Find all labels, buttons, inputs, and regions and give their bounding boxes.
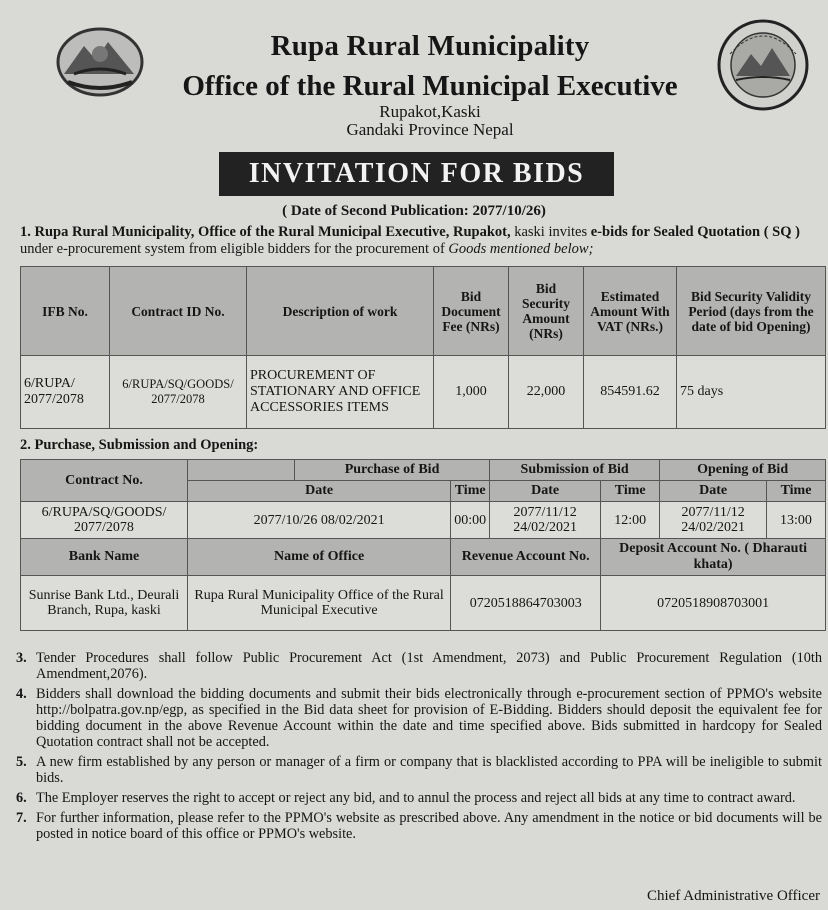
publication-date: ( Date of Second Publication: 2077/10/26)	[282, 203, 546, 219]
table-row	[21, 576, 826, 631]
validity-period: 75 days	[677, 356, 826, 429]
bid-details-table	[20, 266, 826, 429]
opening-date-label: Date	[660, 481, 767, 502]
submission-time: 12:00	[601, 502, 660, 539]
submission-date-label: Date	[490, 481, 601, 502]
security-amount: 22,000	[509, 356, 584, 429]
notice-banner: INVITATION FOR BIDS	[219, 152, 614, 196]
list-item	[16, 754, 822, 786]
purchase-label: Purchase of Bid	[295, 460, 490, 481]
opening-label: Opening of Bid	[660, 460, 826, 481]
section2-title: 2. Purchase, Submission and Opening:	[20, 437, 259, 453]
list-item	[16, 650, 822, 682]
col-estimate: Estimated Amount With VAT (NRs.)	[584, 267, 677, 356]
note-number: 5.	[16, 754, 27, 770]
bid-table-header	[21, 267, 826, 356]
purchase-date-label: Date	[188, 481, 451, 502]
col-doc-fee: Bid Document Fee (NRs)	[434, 267, 509, 356]
intro-mid: kaski invites	[510, 224, 591, 240]
col-ifb: IFB No.	[21, 267, 110, 356]
notes-list	[16, 650, 822, 846]
contract-id: 6/RUPA/SQ/GOODS/ 2077/2078	[110, 356, 247, 429]
opening-time-label: Time	[767, 481, 826, 502]
col-validity: Bid Security Validity Period (days from the date of bid Opening)	[677, 267, 826, 356]
list-item	[16, 810, 822, 842]
col-description: Description of work	[247, 267, 434, 356]
col-security: Bid Security Amount (NRs)	[509, 267, 584, 356]
doc-fee: 1,000	[434, 356, 509, 429]
section1-intro	[20, 224, 820, 258]
submission-label: Submission of Bid	[490, 460, 660, 481]
submission-time-label: Time	[601, 481, 660, 502]
note-text: For further information, please refer to the PPMO's website as prescribed above. Any amendment in the notice or bid documents will be posted in notice board of this office or PPMO's website.	[36, 810, 822, 842]
deposit-label: Deposit Account No. ( Dharauti khata)	[601, 539, 826, 576]
office-label: Name of Office	[188, 539, 451, 576]
office-name: Office of the Rural Municipal Executive	[182, 70, 678, 102]
ifb-no: 6/RUPA/ 2077/2078	[21, 356, 110, 429]
municipality-logo-icon	[716, 18, 810, 112]
contract-no: 6/RUPA/SQ/GOODS/ 2077/2078	[21, 502, 188, 539]
submission-date: 2077/11/12 24/02/2021	[490, 502, 601, 539]
note-number: 4.	[16, 686, 27, 702]
estimated-amount: 854591.62	[584, 356, 677, 429]
office-province: Gandaki Province Nepal	[346, 120, 514, 139]
table-row	[21, 502, 826, 539]
table-row	[21, 356, 826, 429]
purchase-time: 00:00	[451, 502, 490, 539]
nepal-emblem-icon	[54, 24, 146, 98]
intro-italic: Goods mentioned below;	[448, 241, 594, 257]
note-text: Tender Procedures shall follow Public Procurement Act (1st Amendment, 2073) and Public Procurement Regulation (10th Amendment,2076).	[36, 650, 822, 682]
purchase-date: 2077/10/26 08/02/2021	[188, 502, 451, 539]
note-number: 7.	[16, 810, 27, 826]
intro-bold2: e-bids for Sealed Quotation ( SQ )	[590, 224, 800, 240]
list-item	[16, 686, 822, 750]
opening-time: 13:00	[767, 502, 826, 539]
municipality-name: Rupa Rural Municipality	[270, 30, 590, 62]
note-text: Bidders shall download the bidding documents and submit their bids electronically through e-procurement section of PPMO's website http://bolpatra.gov.np/egp, as specified in the Bid data sheet for provision of E-Bidding. Bidders should deposit the equivalent fee for bidding document in the above Revenue Account within the date and time specified above. Bids submitted in hardcopy for Sealed Quotation contract shall not be accepted.	[36, 686, 822, 750]
office-location: Rupakot,Kaski	[379, 102, 481, 121]
note-number: 6.	[16, 790, 27, 806]
note-number: 3.	[16, 650, 27, 666]
work-description: PROCUREMENT OF STATIONARY AND OFFICE ACCESSORIES ITEMS	[247, 356, 434, 429]
list-item	[16, 790, 822, 806]
note-text: The Employer reserves the right to accept or reject any bid, and to annul the process and reject all bids at any time to contract award.	[36, 790, 796, 806]
opening-date: 2077/11/12 24/02/2021	[660, 502, 767, 539]
deposit-account: 0720518908703001	[601, 576, 826, 631]
contract-no-label: Contract No.	[21, 460, 188, 502]
purchase-time-label: Time	[451, 481, 490, 502]
revenue-label: Revenue Account No.	[451, 539, 601, 576]
signature-title: Chief Administrative Officer	[646, 888, 820, 904]
purchase-submission-table	[20, 459, 826, 631]
col-contract: Contract ID No.	[110, 267, 247, 356]
bank-name: Sunrise Bank Ltd., Deurali Branch, Rupa, kaski	[21, 576, 188, 631]
office-name-cell: Rupa Rural Municipality Office of the Rural Municipal Executive	[188, 576, 451, 631]
intro-tail: under e-procurement system from eligible bidders for the procurement of	[20, 241, 449, 257]
note-text: A new firm established by any person or manager of a firm or company that is blacklisted according to PPA will be ineligible to submit bids.	[36, 754, 822, 786]
revenue-account: 0720518864703003	[451, 576, 601, 631]
bank-label: Bank Name	[21, 539, 188, 576]
intro-bold: 1. Rupa Rural Municipality, Office of the Rural Municipal Executive, Rupakot,	[20, 224, 511, 240]
